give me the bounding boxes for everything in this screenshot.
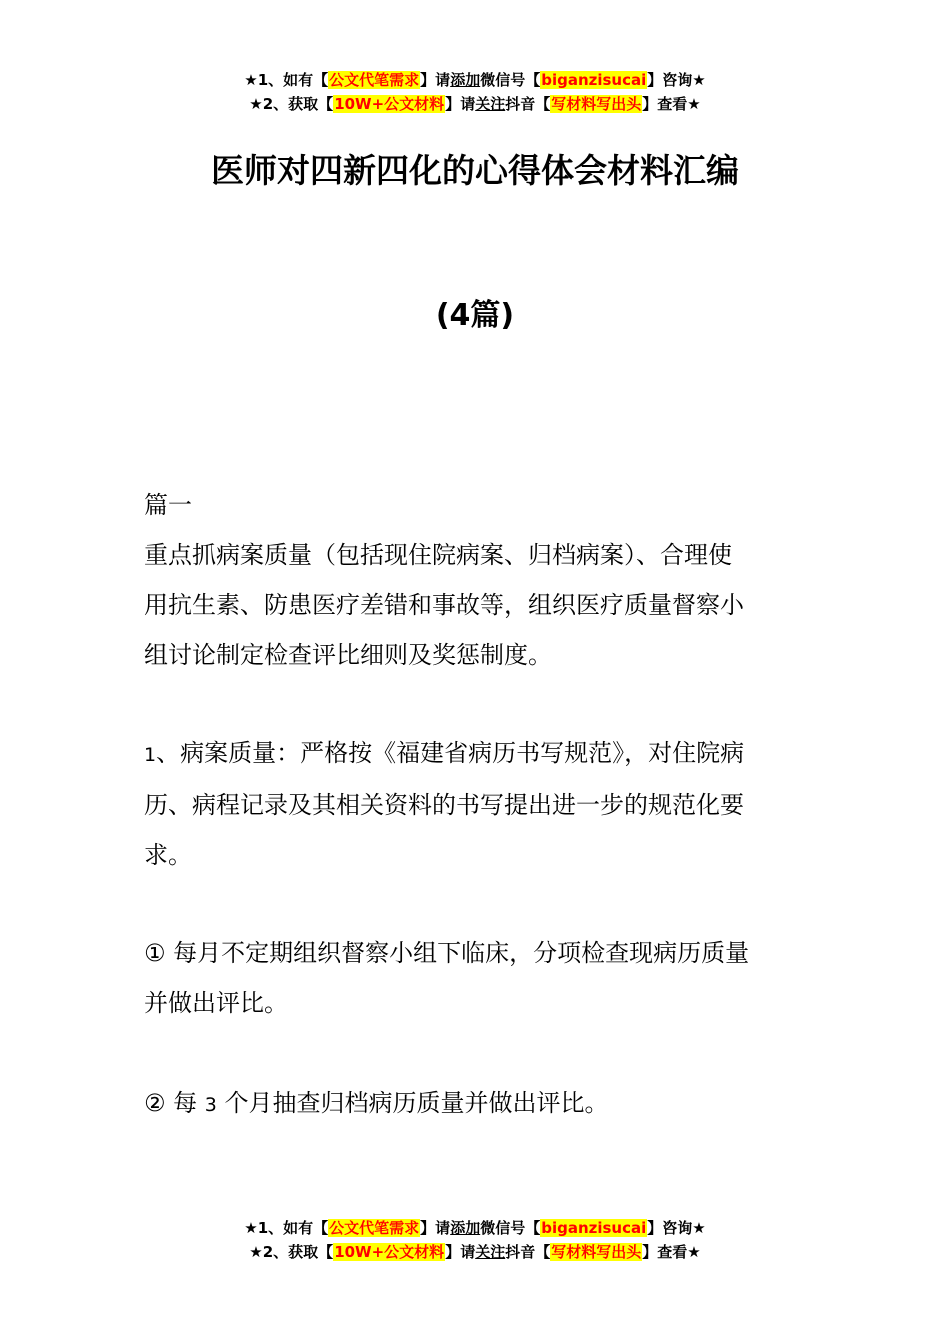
paragraph-line: 用抗生素、防患医疗差错和事故等，组织医疗质量督察小 bbox=[144, 591, 744, 619]
paragraph-line: 重点抓病案质量（包括现住院病案、归档病案）、合理使 bbox=[144, 541, 732, 569]
document-subtitle: (4篇) bbox=[435, 298, 515, 333]
paragraph-monthly-inspection bbox=[144, 928, 814, 1028]
highlight-materials: 10W+公文材料 bbox=[334, 95, 445, 113]
paragraph-line: 历、病程记录及其相关资料的书写提出进一步的规范化要 bbox=[144, 791, 744, 819]
highlight-ghostwriting: 公文代笔需求 bbox=[329, 71, 420, 89]
banner-line-2: ★2、获取【10W+公文材料】请关注抖音【写材料写出头】查看★ bbox=[249, 1243, 701, 1261]
paragraph-line: ② 每 3 个月抽查归档病历质量并做出评比。 bbox=[144, 1089, 609, 1117]
banner-line-1: ★1、如有【公文代笔需求】请添加微信号【biganzisucai】咨询★ bbox=[244, 71, 706, 89]
highlight-materials: 10W+公文材料 bbox=[334, 1243, 445, 1261]
paragraph-case-quality bbox=[144, 728, 814, 880]
highlight-wechat-id: biganzisucai bbox=[541, 1219, 647, 1237]
highlight-douyin-account: 写材料写出头 bbox=[551, 95, 642, 113]
item-number: 1 bbox=[144, 744, 157, 766]
footer-banner bbox=[0, 1216, 950, 1264]
highlight-douyin-account: 写材料写出头 bbox=[551, 1243, 642, 1261]
paragraph-line: 求。 bbox=[144, 841, 192, 869]
section-heading: 篇一 bbox=[144, 491, 192, 519]
banner-line-2: ★2、获取【10W+公文材料】请关注抖音【写材料写出头】查看★ bbox=[249, 95, 701, 113]
paragraph-quarterly-inspection bbox=[144, 1078, 814, 1130]
paragraph-line: 并做出评比。 bbox=[144, 989, 288, 1017]
item-number: 3 bbox=[204, 1094, 217, 1116]
paragraph-line: ① 每月不定期组织督察小组下临床，分项检查现病历质量 bbox=[144, 939, 750, 967]
highlight-wechat-id: biganzisucai bbox=[541, 71, 647, 89]
paragraph-line: 1、病案质量：严格按《福建省病历书写规范》，对住院病 bbox=[144, 739, 745, 767]
document-title: 医师对四新四化的心得体会材料汇编 bbox=[211, 151, 739, 190]
paragraph-line: 组讨论制定检查评比细则及奖惩制度。 bbox=[144, 641, 552, 669]
header-banner bbox=[0, 68, 950, 116]
paragraph-part-one bbox=[144, 480, 814, 680]
highlight-ghostwriting: 公文代笔需求 bbox=[329, 1219, 420, 1237]
banner-line-1: ★1、如有【公文代笔需求】请添加微信号【biganzisucai】咨询★ bbox=[244, 1219, 706, 1237]
